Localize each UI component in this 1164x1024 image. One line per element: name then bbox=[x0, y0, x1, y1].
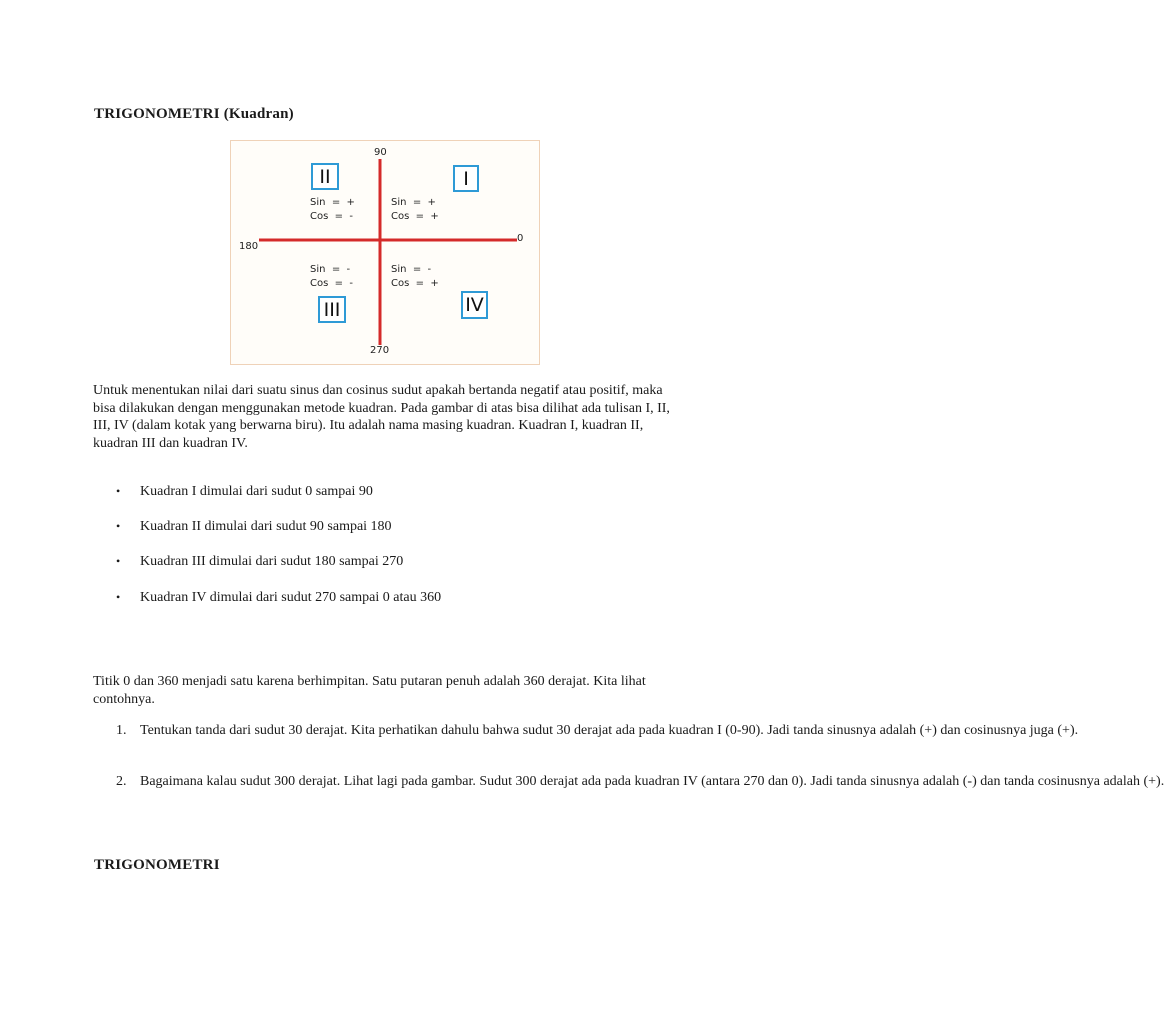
list-item-text: Bagaimana kalau sudut 300 derajat. Lihat lagi pada gambar. Sudut 300 derajat ada pada kuadran IV (antara 270 dan 0). Jadi tanda sinusnya adalah (-) dan tanda cosinusnya adalah (+). bbox=[140, 774, 1164, 789]
bullet-icon: • bbox=[116, 519, 121, 533]
axis-label-0: 0 bbox=[517, 233, 524, 244]
quadrant-I-box: I bbox=[453, 165, 479, 192]
q3-sin: Sin = - bbox=[310, 264, 351, 275]
bullet-icon: • bbox=[116, 484, 121, 498]
axis-label-270: 270 bbox=[370, 345, 390, 356]
axis-label-90: 90 bbox=[374, 147, 387, 158]
quadrant-IV-box: IV bbox=[461, 291, 488, 319]
bullet-icon: • bbox=[116, 590, 121, 604]
section-heading: TRIGONOMETRI bbox=[94, 857, 220, 873]
quadrant-axes bbox=[231, 141, 541, 366]
q2-cos: Cos = - bbox=[310, 211, 354, 222]
quadrant-diagram bbox=[230, 140, 540, 365]
q3-cos: Cos = - bbox=[310, 278, 354, 289]
paragraph-2: Titik 0 dan 360 menjadi satu karena berhimpitan. Satu putaran penuh adalah 360 derajat. Kita lihat contohnya. bbox=[93, 674, 646, 707]
quadrant-III-box: III bbox=[318, 296, 346, 323]
q4-cos: Cos = + bbox=[391, 278, 439, 289]
intro-paragraph: Untuk menentukan nilai dari suatu sinus dan cosinus sudut apakah bertanda negatif atau positif, maka bisa dilakukan dengan menggunakan metode kuadran. Pada gambar di atas bisa dilihat ada tulisan I, II, III, IV (dalam kotak yang berwarna biru). Itu adalah nama masing kuadran. Kuadran I, kuadran II, kuadran III dan kuadran IV. bbox=[93, 383, 670, 451]
axis-label-180: 180 bbox=[239, 241, 259, 252]
list-item-text: Kuadran I dimulai dari sudut 0 sampai 90 bbox=[140, 484, 373, 499]
page-title: TRIGONOMETRI (Kuadran) bbox=[94, 106, 294, 122]
list-item-text: Tentukan tanda dari sudut 30 derajat. Kita perhatikan dahulu bahwa sudut 30 derajat ada pada kuadran I (0-90). Jadi tanda sinusnya adalah (+) dan cosinusnya juga (+). bbox=[140, 723, 1079, 738]
list-number: 1. bbox=[116, 723, 127, 738]
list-item-text: Kuadran IV dimulai dari sudut 270 sampai 0 atau 360 bbox=[140, 590, 442, 605]
quadrant-II-box: II bbox=[311, 163, 339, 190]
q4-sin: Sin = - bbox=[391, 264, 432, 275]
list-number: 2. bbox=[116, 774, 127, 789]
q1-sin: Sin = + bbox=[391, 197, 436, 208]
list-item-text: Kuadran II dimulai dari sudut 90 sampai 180 bbox=[140, 519, 392, 534]
list-item-text: Kuadran III dimulai dari sudut 180 sampai 270 bbox=[140, 554, 404, 569]
q1-cos: Cos = + bbox=[391, 211, 439, 222]
q2-sin: Sin = + bbox=[310, 197, 355, 208]
bullet-icon: • bbox=[116, 554, 121, 568]
